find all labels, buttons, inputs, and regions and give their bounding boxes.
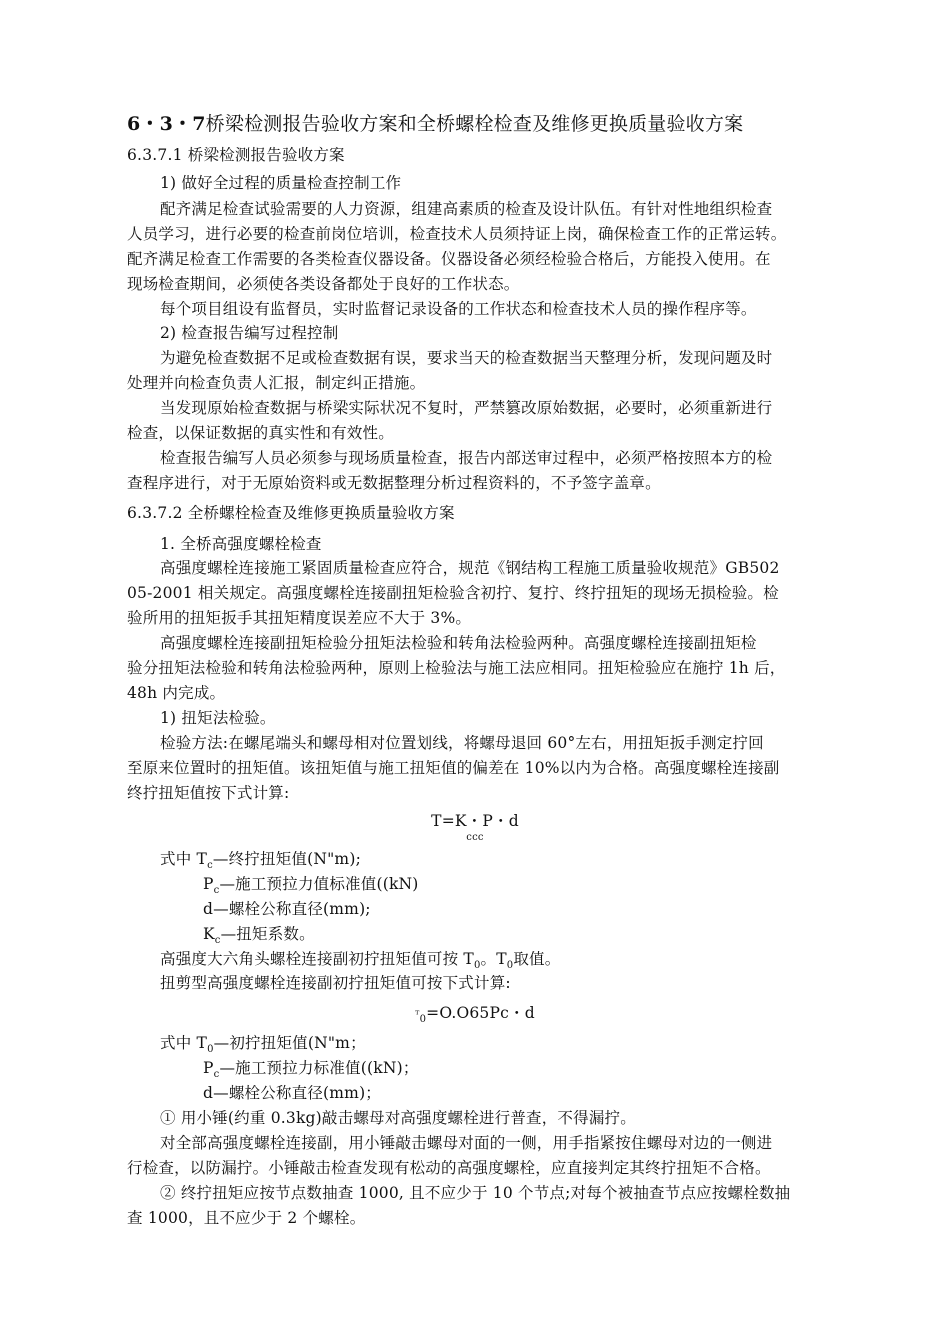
heading-6-3-7-2: 6.3.7.2 全桥螺栓检查及维修更换质量验收方案 [127, 504, 455, 522]
paragraph-line: 配齐满足检查工作需要的各类检查仪器设备。仪器设备必须经检验合格后，方能投入使用。在 [127, 250, 771, 268]
where-line: $P_c—$施工预拉力标准值((kN)； [203, 1059, 419, 1081]
formula-2: ᵀ$_0$=O.O65Pc・d [415, 1004, 535, 1026]
paragraph-line: 高强度大六角头螺栓连接副初拧扭矩值可按 $T_0$。$T_0$取值。 [160, 950, 561, 972]
paragraph-line: 验分扭矩法检验和转角法检验两种，原则上检验法与施工法应相同。扭矩检验应在施拧 1h 后， [127, 659, 786, 677]
section-title: 6・3・7桥梁检测报告验收方案和全桥螺栓检查及维修更换质量验收方案 [127, 113, 744, 135]
paragraph-line: 终拧扭矩值按下式计算: [127, 784, 290, 802]
paragraph-line: 检验方法:在螺尾端头和螺母相对位置划线，将螺母退回 60°左右，用扭矩扳手测定拧回 [160, 734, 764, 752]
formula-1: T=K・P・d [431, 812, 519, 830]
paragraph-line: 为避免检查数据不足或检查数据有误，要求当天的检查数据当天整理分析，发现问题及时 [160, 349, 773, 367]
where-line: 式中 $T_c—$终拧扭矩值(N"m); [160, 850, 361, 872]
list-item: 1. 全桥高强度螺栓检查 [160, 535, 322, 553]
where-line: d—螺栓公称直径(mm); [203, 900, 371, 918]
list-item: ① 用小锤(约重 0.3kg)敲击螺母对高强度螺栓进行普查，不得漏拧。 [160, 1109, 636, 1127]
where-line: 式中 $T_0—$初拧扭矩值(N"m； [160, 1034, 366, 1056]
paragraph-line: 现场检查期间，必须使各类设备都处于良好的工作状态。 [127, 275, 520, 293]
where-line: $K_c—$扭矩系数。 [203, 925, 315, 947]
paragraph-line: 对全部高强度螺栓连接副，用小锤敲击螺母对面的一侧，用手指紧按住螺母对边的一侧进 [160, 1134, 773, 1152]
list-item: 1) 做好全过程的质量检查控制工作 [160, 174, 402, 192]
heading-6-3-7-1: 6.3.7.1 桥梁检测报告验收方案 [127, 146, 345, 164]
paragraph-line: 05-2001 相关规定。高强度螺栓连接副扭矩检验含初拧、复拧、终拧扭矩的现场无损检验。检 [127, 584, 779, 602]
paragraph-line: 查 1000，且不应少于 2 个螺栓。 [127, 1209, 366, 1227]
list-item: 2) 检查报告编写过程控制 [160, 324, 339, 342]
paragraph-line: 当发现原始检查数据与桥梁实际状况不复时，严禁篡改原始数据，必要时，必须重新进行 [160, 399, 773, 417]
paragraph-line: 检查报告编写人员必须参与现场质量检查，报告内部送审过程中，必须严格按照本方的检 [160, 449, 773, 467]
paragraph-line: 至原来位置时的扭矩值。该扭矩值与施工扭矩值的偏差在 10%以内为合格。高强度螺栓连接副 [127, 759, 780, 777]
paragraph-line: 验所用的扭矩扳手其扭矩精度误差应不大于 3%。 [127, 609, 472, 627]
list-item: 1) 扭矩法检验。 [160, 709, 276, 727]
paragraph-line: 每个项目组设有监督员，实时监督记录设备的工作状态和检查技术人员的操作程序等。 [160, 300, 757, 318]
paragraph-line: 人员学习，进行必要的检查前岗位培训，检查技术人员须持证上岗，确保检查工作的正常运转。 [127, 225, 787, 243]
where-line: d—螺栓公称直径(mm)； [203, 1084, 382, 1102]
paragraph-line: 高强度螺栓连接副扭矩检验分扭矩法检验和转角法检验两种。高强度螺栓连接副扭矩检 [160, 634, 757, 652]
paragraph-line: 48h 内完成。 [127, 684, 226, 702]
paragraph-line: 行检查，以防漏拧。小锤敲击检查发现有松动的高强度螺栓，应直接判定其终拧扭矩不合格。 [127, 1159, 771, 1177]
list-item: ② 终拧扭矩应按节点数抽查 1000, 且不应少于 10 个节点;对每个被抽查节点应按螺栓数抽 [160, 1184, 791, 1202]
paragraph-line: 配齐满足检查试验需要的人力资源，组建高素质的检查及设计队伍。有针对性地组织检查 [160, 200, 773, 218]
paragraph-line: 查程序进行，对于无原始资料或无数据整理分析过程资料的，不予签字盖章。 [127, 474, 661, 492]
formula-1-subscripts: ccc [466, 832, 484, 843]
paragraph-line: 高强度螺栓连接施工紧固质量检查应符合，规范《钢结构工程施工质量验收规范》GB502 [160, 559, 780, 577]
where-line: $P_c—$施工预拉力值标准值((kN) [203, 875, 419, 897]
paragraph-line: 检查，以保证数据的真实性和有效性。 [127, 424, 394, 442]
paragraph-line: 扭剪型高强度螺栓连接副初拧扭矩值可按下式计算: [160, 974, 511, 992]
paragraph-line: 处理并向检查负责人汇报，制定纠正措施。 [127, 374, 426, 392]
